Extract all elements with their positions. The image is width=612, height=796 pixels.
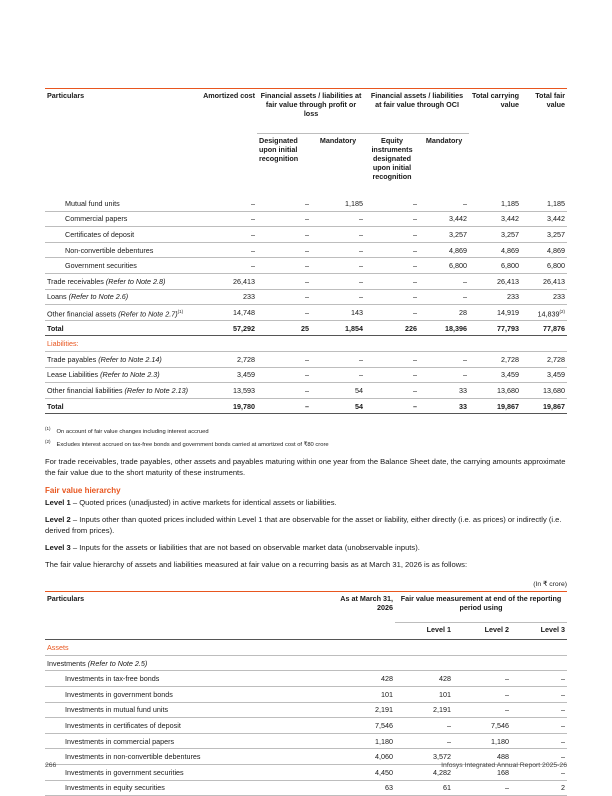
table-row	[45, 273, 567, 289]
cell-value: –	[195, 211, 257, 227]
cell-value: –	[365, 242, 419, 258]
row-label: Investments in tax-free bonds	[45, 671, 335, 687]
table-row	[45, 242, 567, 258]
cell-value: 2,191	[395, 702, 453, 718]
cell-value: 3,442	[521, 211, 567, 227]
cell-value: 1,180	[453, 733, 511, 749]
header-total-fair: Total fair value	[521, 89, 567, 134]
cell-value: –	[365, 351, 419, 367]
liabilities-label: Liabilities:	[45, 336, 567, 352]
table-row	[45, 258, 567, 274]
cell-value: 2,728	[195, 351, 257, 367]
row-label: Mutual fund units	[45, 196, 195, 211]
row-label: Certificates of deposit	[45, 227, 195, 243]
cell-value: 101	[335, 686, 395, 702]
table-row	[45, 383, 567, 399]
table-row	[45, 227, 567, 243]
paragraph-short-maturity: For trade receivables, trade payables, other assets and payables maturing within one year from the Balance Sheet date, the carrying amounts approximate the fair value due to the short maturity of these instruments.	[45, 457, 566, 478]
table-row	[45, 305, 567, 321]
cell-value: –	[257, 351, 311, 367]
row-label: Investments in mutual fund units	[45, 702, 335, 718]
cell-value: –	[257, 367, 311, 383]
cell-value: 3,459	[469, 367, 521, 383]
cell-value: 6,800	[469, 258, 521, 274]
row-label: Investments in non-convertible debentures	[45, 749, 335, 765]
row-label: Investments in government bonds	[45, 686, 335, 702]
cell-value: 13,680	[521, 383, 567, 399]
cell-value: –	[311, 367, 365, 383]
row-label: Trade payables (Refer to Note 2.14)	[45, 351, 195, 367]
cell-value: 233	[469, 289, 521, 305]
cell-value: –	[365, 258, 419, 274]
investments-ref: (Refer to Note 2.5)	[87, 658, 148, 668]
header-fvtpl: Financial assets / liabilities at fair value through profit or loss	[257, 89, 365, 134]
cell-value: –	[311, 351, 365, 367]
cell-value: –	[365, 289, 419, 305]
header-fvoci: Financial assets / liabilities at fair value through OCI	[365, 89, 469, 134]
cell-value: 4,869	[521, 242, 567, 258]
row-label: Other financial liabilities (Refer to Note 2.13)	[45, 383, 195, 399]
unit-label: (In ₹ crore)	[533, 581, 567, 589]
paragraph-hierarchy-intro: The fair value hierarchy of assets and liabilities measured at fair value on a recurring basis as at March 31, 2026 is as follows:	[45, 560, 468, 570]
cell-value: 14,748	[195, 305, 257, 321]
cell-value: –	[195, 258, 257, 274]
cell-value: –	[257, 242, 311, 258]
assets-label: Assets	[45, 640, 567, 656]
cell-value: –	[311, 273, 365, 289]
cell-value: 7,546	[335, 718, 395, 734]
cell-value: 4,869	[419, 242, 469, 258]
cell-value: –	[365, 273, 419, 289]
page-number: 266	[45, 762, 57, 769]
cell-value: –	[511, 749, 567, 765]
cell-value: –	[311, 258, 365, 274]
header-level-2: Level 2	[453, 623, 511, 640]
row-label: Investments in commercial papers	[45, 733, 335, 749]
cell-value: 3,257	[469, 227, 521, 243]
row-label: Investments in government securities	[45, 764, 335, 780]
table-row	[45, 196, 567, 211]
cell-value: –	[257, 273, 311, 289]
cell-value: –	[311, 242, 365, 258]
row-label: Government securities	[45, 258, 195, 274]
assets-total-row: Total 57,292 25 1,854 226 18,396 77,793 77,876	[45, 320, 567, 336]
cell-value: –	[419, 196, 469, 211]
header-particulars: Particulars	[45, 89, 195, 134]
cell-value: –	[311, 211, 365, 227]
liabilities-total-row: Total 19,780 – 54 – 33 19,867 19,867	[45, 398, 567, 414]
table-header-row	[45, 89, 567, 134]
table-row	[45, 671, 567, 687]
cell-value: 4,060	[335, 749, 395, 765]
table-row	[45, 702, 567, 718]
cell-value: –	[511, 718, 567, 734]
cell-value: –	[395, 733, 453, 749]
header-level-3: Level 3	[511, 623, 567, 640]
cell-value: –	[365, 367, 419, 383]
row-label: Other financial assets (Refer to Note 2.7)$^{(1)}$	[45, 305, 195, 321]
cell-value: –	[395, 718, 453, 734]
cell-value: –	[195, 242, 257, 258]
investments-label-row	[45, 655, 567, 671]
cell-value: –	[365, 196, 419, 211]
table-row	[45, 367, 567, 383]
cell-value: –	[419, 351, 469, 367]
cell-value: –	[511, 686, 567, 702]
cell-value: 6,800	[521, 258, 567, 274]
cell-value: 3,459	[521, 367, 567, 383]
level-1-definition: Level 1 – Quoted prices (unadjusted) in active markets for identical assets or liabilities.	[45, 498, 337, 508]
cell-value: –	[311, 289, 365, 305]
header-level-1: Level 1	[395, 623, 453, 640]
cell-value: –	[511, 764, 567, 780]
table2-header-row	[45, 592, 567, 623]
cell-value: 28	[419, 305, 469, 321]
header-total-carrying: Total carrying value	[469, 89, 521, 134]
cell-value: –	[257, 305, 311, 321]
cell-value: 4,869	[469, 242, 521, 258]
row-label: Trade receivables (Refer to Note 2.8)	[45, 273, 195, 289]
cell-value: –	[453, 686, 511, 702]
cell-value: 33	[419, 383, 469, 399]
cell-value: 1,180	[335, 733, 395, 749]
cell-value: 101	[395, 686, 453, 702]
cell-value: –	[365, 227, 419, 243]
cell-value: –	[453, 702, 511, 718]
cell-value: 61	[395, 780, 453, 796]
header-mandatory: Mandatory	[311, 134, 365, 197]
cell-value: 26,413	[195, 273, 257, 289]
table-row	[45, 733, 567, 749]
table-row	[45, 780, 567, 796]
table-row	[45, 686, 567, 702]
cell-value: 3,257	[419, 227, 469, 243]
row-label: Lease Liabilities (Refer to Note 2.3)	[45, 367, 195, 383]
cell-value: –	[419, 289, 469, 305]
cell-value: 428	[335, 671, 395, 687]
cell-value: –	[419, 273, 469, 289]
cell-value: 2,191	[335, 702, 395, 718]
cell-value: –	[311, 227, 365, 243]
cell-value: –	[257, 289, 311, 305]
cell-value: 26,413	[469, 273, 521, 289]
cell-value: –	[195, 196, 257, 211]
cell-value: 1,185	[469, 196, 521, 211]
cell-value: –	[257, 227, 311, 243]
footnote-1: $^{(1)}$On account of fair value changes including interest accrued	[45, 426, 209, 436]
cell-value: –	[453, 671, 511, 687]
row-label: Investments in equity securities	[45, 780, 335, 796]
cell-value: 3,459	[195, 367, 257, 383]
cell-value: 4,450	[335, 764, 395, 780]
cell-value: 63	[335, 780, 395, 796]
table-row	[45, 351, 567, 367]
cell-value: 1,185	[311, 196, 365, 211]
cell-value: 168	[453, 764, 511, 780]
cell-value: 13,593	[195, 383, 257, 399]
cell-value: –	[453, 780, 511, 796]
cell-value: 13,680	[469, 383, 521, 399]
cell-value: –	[511, 733, 567, 749]
report-title: Infosys Integrated Annual Report 2025-26	[441, 762, 567, 769]
cell-value: –	[511, 671, 567, 687]
header-designated: Designated upon initial recognition	[257, 134, 311, 197]
table-row	[45, 211, 567, 227]
footnote-2: $^{(2)}$Excludes interest accrued on tax-free bonds and government bonds carried at amortized cost of ₹80 crore	[45, 439, 329, 449]
cell-value: 7,546	[453, 718, 511, 734]
cell-value: 26,413	[521, 273, 567, 289]
cell-value: 488	[453, 749, 511, 765]
cell-value: 54	[311, 383, 365, 399]
page-footer	[45, 762, 567, 769]
cell-value: –	[257, 196, 311, 211]
cell-value: –	[195, 227, 257, 243]
header-amortized-cost: Amortized cost	[195, 89, 257, 134]
cell-value: 428	[395, 671, 453, 687]
cell-value: 143	[311, 305, 365, 321]
row-label: Commercial papers	[45, 211, 195, 227]
cell-value: –	[511, 702, 567, 718]
page-content	[45, 88, 567, 796]
table-subheader-row	[45, 134, 567, 197]
cell-value: 2,728	[521, 351, 567, 367]
cell-value: 233	[195, 289, 257, 305]
header-equity: Equity instruments designated upon initial recognition	[365, 134, 419, 197]
cell-value: 2,728	[469, 351, 521, 367]
row-label: Loans (Refer to Note 2.6)	[45, 289, 195, 305]
cell-value: 1,185	[521, 196, 567, 211]
cell-value: 14,919	[469, 305, 521, 321]
cell-value: 2	[511, 780, 567, 796]
cell-value: –	[365, 383, 419, 399]
level-3-definition: Level 3 – Inputs for the assets or liabilities that are not based on observable market data (unobservable inputs).	[45, 543, 420, 553]
header-mandatory-oci: Mandatory	[419, 134, 469, 197]
cell-value: 3,572	[395, 749, 453, 765]
cell-value: –	[257, 211, 311, 227]
cell-value: –	[257, 383, 311, 399]
cell-value: 3,442	[419, 211, 469, 227]
header-fvm: Fair value measurement at end of the reporting period using	[395, 592, 567, 623]
cell-value: 14,839$^{(2)}$	[521, 305, 567, 321]
fair-value-carrying-table	[45, 88, 567, 414]
cell-value: 3,257	[521, 227, 567, 243]
row-label: Non-convertible debentures	[45, 242, 195, 258]
cell-value: 233	[521, 289, 567, 305]
liabilities-label-row	[45, 336, 567, 352]
table-row	[45, 289, 567, 305]
cell-value: 3,442	[469, 211, 521, 227]
header-particulars-2: Particulars	[45, 592, 335, 640]
cell-value: –	[419, 367, 469, 383]
cell-value: –	[365, 305, 419, 321]
header-as-at: As at March 31, 2026	[335, 592, 395, 640]
investments-label: Investments	[47, 658, 86, 668]
fair-value-hierarchy-heading: Fair value hierarchy	[45, 486, 121, 496]
cell-value: 4,282	[395, 764, 453, 780]
assets-label-row	[45, 640, 567, 656]
cell-value: 6,800	[419, 258, 469, 274]
cell-value: –	[365, 211, 419, 227]
row-label: Investments in certificates of deposit	[45, 718, 335, 734]
level-2-definition: Level 2 – Inputs other than quoted prices included within Level 1 that are observable for the asset or liability, either directly (i.e. as prices) or indirectly (i.e. derived from prices).	[45, 515, 562, 536]
table-footnotes	[45, 424, 567, 450]
table-row	[45, 718, 567, 734]
cell-value: –	[257, 258, 311, 274]
